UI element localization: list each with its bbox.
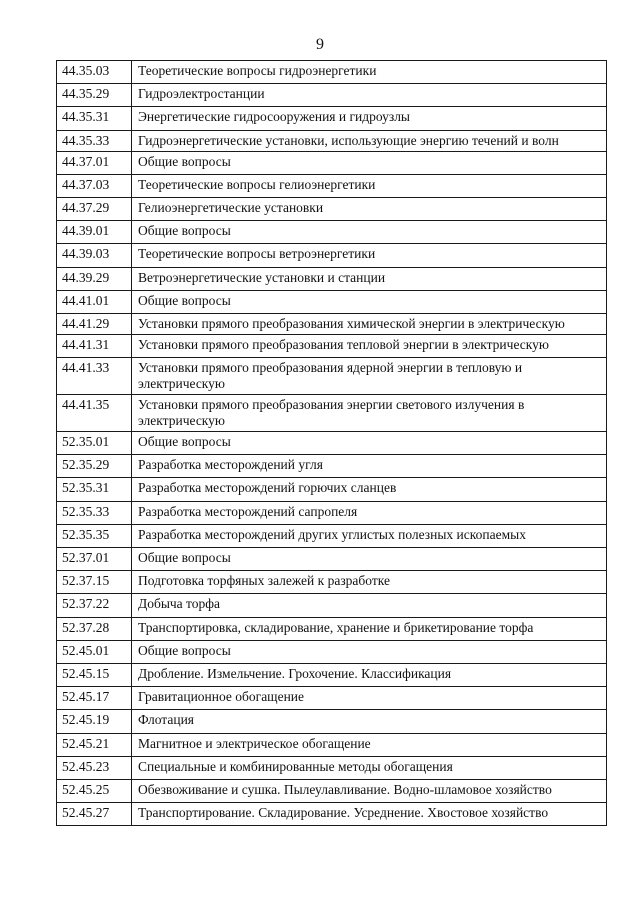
- classification-description: Магнитное и электрическое обогащение: [132, 733, 607, 756]
- table-row: [57, 107, 607, 130]
- classification-code: 44.37.03: [57, 174, 132, 197]
- table-row: [57, 733, 607, 756]
- table-row: [57, 548, 607, 571]
- classification-code: 52.45.27: [57, 803, 132, 826]
- table-row: [57, 267, 607, 290]
- table-row: [57, 395, 607, 432]
- classification-description: Общие вопросы: [132, 221, 607, 244]
- table-row: [57, 803, 607, 826]
- table-row: [57, 779, 607, 802]
- classification-code: 52.45.19: [57, 710, 132, 733]
- table-row: [57, 197, 607, 220]
- classification-description: Общие вопросы: [132, 640, 607, 663]
- table-row: [57, 455, 607, 478]
- classification-description: Установки прямого преобразования химической энергии в электрическую: [132, 313, 607, 334]
- classification-description: Теоретические вопросы гелиоэнергетики: [132, 174, 607, 197]
- table-row: [57, 571, 607, 594]
- table-row: [57, 244, 607, 267]
- classification-code: 52.35.01: [57, 432, 132, 455]
- classification-description: Разработка месторождений горючих сланцев: [132, 478, 607, 501]
- classification-code: 44.39.01: [57, 221, 132, 244]
- classification-table: [56, 60, 607, 826]
- classification-description: Установки прямого преобразования ядерной энергии в тепловую и электрическую: [132, 358, 607, 395]
- classification-code: 52.45.15: [57, 663, 132, 686]
- classification-code: 52.35.35: [57, 524, 132, 547]
- classification-code: 52.45.01: [57, 640, 132, 663]
- classification-description: Разработка месторождений сапропеля: [132, 501, 607, 524]
- classification-description: Подготовка торфяных залежей к разработке: [132, 571, 607, 594]
- table-row: [57, 524, 607, 547]
- classification-description: Специальные и комбинированные методы обогащения: [132, 756, 607, 779]
- classification-code: 52.35.29: [57, 455, 132, 478]
- table-row: [57, 174, 607, 197]
- classification-description: Гидроэлектростанции: [132, 84, 607, 107]
- table-row: [57, 594, 607, 617]
- table-row: [57, 290, 607, 313]
- classification-code: 44.35.29: [57, 84, 132, 107]
- classification-description: Транспортирование. Складирование. Усреднение. Хвостовое хозяйство: [132, 803, 607, 826]
- table-row: [57, 640, 607, 663]
- classification-code: 52.45.21: [57, 733, 132, 756]
- classification-code: 44.41.01: [57, 290, 132, 313]
- classification-code: 44.37.29: [57, 197, 132, 220]
- table-row: [57, 221, 607, 244]
- table-row: [57, 756, 607, 779]
- table-row: [57, 130, 607, 151]
- classification-code: 52.35.33: [57, 501, 132, 524]
- classification-code: 44.41.33: [57, 358, 132, 395]
- table-row: [57, 501, 607, 524]
- classification-code: 44.39.03: [57, 244, 132, 267]
- classification-description: Установки прямого преобразования тепловой энергии в электрическую: [132, 334, 607, 357]
- table-row: [57, 478, 607, 501]
- classification-code: 52.37.22: [57, 594, 132, 617]
- classification-description: Общие вопросы: [132, 548, 607, 571]
- classification-code: 52.37.15: [57, 571, 132, 594]
- classification-code: 44.41.35: [57, 395, 132, 432]
- classification-code: 52.37.01: [57, 548, 132, 571]
- classification-description: Транспортировка, складирование, хранение и брикетирование торфа: [132, 617, 607, 640]
- classification-description: Энергетические гидросооружения и гидроузлы: [132, 107, 607, 130]
- classification-code: 44.35.03: [57, 61, 132, 84]
- classification-description: Разработка месторождений угля: [132, 455, 607, 478]
- classification-description: Гидроэнергетические установки, использующие энергию течений и волн: [132, 130, 607, 151]
- classification-code: 52.45.17: [57, 687, 132, 710]
- table-row: [57, 617, 607, 640]
- table-row: [57, 663, 607, 686]
- classification-description: Гелиоэнергетические установки: [132, 197, 607, 220]
- table-row: [57, 432, 607, 455]
- classification-code: 44.41.29: [57, 313, 132, 334]
- classification-description: Общие вопросы: [132, 290, 607, 313]
- classification-code: 44.37.01: [57, 151, 132, 174]
- classification-description: Ветроэнергетические установки и станции: [132, 267, 607, 290]
- classification-description: Теоретические вопросы гидроэнергетики: [132, 61, 607, 84]
- classification-description: Гравитационное обогащение: [132, 687, 607, 710]
- classification-description: Общие вопросы: [132, 432, 607, 455]
- classification-table-body: [57, 61, 607, 826]
- classification-description: Обезвоживание и сушка. Пылеулавливание. Водно-шламовое хозяйство: [132, 779, 607, 802]
- classification-description: Добыча торфа: [132, 594, 607, 617]
- classification-code: 52.45.25: [57, 779, 132, 802]
- table-row: [57, 84, 607, 107]
- classification-code: 44.39.29: [57, 267, 132, 290]
- table-row: [57, 334, 607, 357]
- page-number: 9: [316, 36, 324, 53]
- table-row: [57, 313, 607, 334]
- classification-code: 52.37.28: [57, 617, 132, 640]
- classification-description: Дробление. Измельчение. Грохочение. Классификация: [132, 663, 607, 686]
- classification-code: 44.35.33: [57, 130, 132, 151]
- classification-code: 52.35.31: [57, 478, 132, 501]
- classification-code: 44.35.31: [57, 107, 132, 130]
- table-row: [57, 710, 607, 733]
- classification-description: Флотация: [132, 710, 607, 733]
- classification-description: Разработка месторождений других углистых полезных ископаемых: [132, 524, 607, 547]
- table-row: [57, 151, 607, 174]
- classification-code: 44.41.31: [57, 334, 132, 357]
- classification-description: Общие вопросы: [132, 151, 607, 174]
- table-row: [57, 61, 607, 84]
- classification-description: Теоретические вопросы ветроэнергетики: [132, 244, 607, 267]
- classification-description: Установки прямого преобразования энергии светового излучения в электрическую: [132, 395, 607, 432]
- table-row: [57, 687, 607, 710]
- table-row: [57, 358, 607, 395]
- classification-code: 52.45.23: [57, 756, 132, 779]
